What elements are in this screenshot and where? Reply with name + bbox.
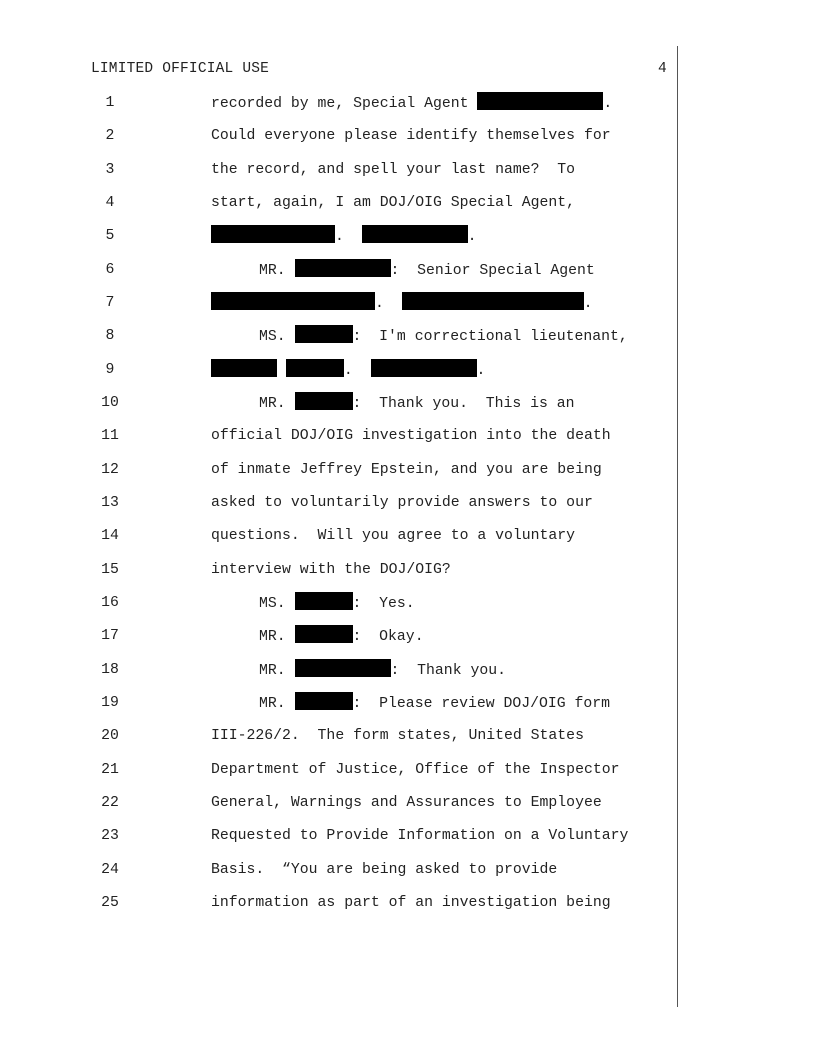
transcript-line [0,459,816,481]
text-run: MR. [259,395,295,412]
transcript-line [0,359,816,381]
text-run: MR. [259,629,295,646]
text-run: official DOJ/OIG investigation into the death [211,428,611,445]
line-number: 20 [101,728,119,745]
text-run: information as part of an investigation being [211,894,611,911]
text-run: start, again, I am DOJ/OIG Special Agent, [211,194,576,211]
text-run: : Senior Special Agent [390,262,595,279]
page-number: 4 [658,61,667,77]
line-text [211,825,628,847]
line-text [211,892,611,914]
text-run: : I'm correctional lieutenant, [352,329,628,346]
line-number: 4 [105,194,115,211]
redaction-box [295,659,391,677]
transcript-line [0,225,816,247]
text-run: Department of Justice, Office of the Inspector [211,761,620,778]
redaction-box [362,225,468,243]
line-text [211,292,593,315]
text-run: asked to voluntarily provide answers to our [211,494,593,511]
text-run: questions. Will you agree to a voluntary [211,528,576,545]
line-text [211,492,593,514]
line-text [211,159,575,181]
transcript-line [0,159,816,181]
page-header-left: LIMITED OFFICIAL USE [91,61,270,77]
line-text [259,625,424,648]
line-text [259,392,575,415]
line-text [259,692,610,715]
line-text [211,425,611,447]
line-number: 25 [101,894,119,911]
text-run: : Yes. [352,595,415,612]
line-number: 11 [101,428,119,445]
transcript-line [0,392,816,414]
text-run: . [583,295,593,312]
redaction-box [295,625,353,643]
redaction-box [402,292,584,310]
line-text [211,525,575,547]
redaction-box [371,359,477,377]
line-text [259,259,595,282]
line-text [259,592,415,615]
text-run: the record, and spell your last name? To [211,161,576,178]
transcript-line [0,492,816,514]
text-run: . [467,229,477,246]
transcript-line [0,859,816,881]
text-run: . [375,295,402,312]
text-run: III-226/2. The form states, United States [211,728,584,745]
redaction-box [286,359,344,377]
line-number: 8 [105,328,115,345]
text-run: MS. [259,595,295,612]
line-number: 14 [101,528,119,545]
text-run: Basis. “You are being asked to provide [211,861,558,878]
transcript-line [0,525,816,547]
line-text [211,859,557,881]
line-number: 21 [101,761,119,778]
transcript-line [0,325,816,347]
text-run: . [476,362,486,379]
transcript-line [0,725,816,747]
text-run: Could everyone please identify themselves for [211,128,611,145]
text-run: : Thank you. This is an [352,395,575,412]
transcript-line [0,559,816,581]
transcript-line [0,792,816,814]
line-number: 24 [101,861,119,878]
redaction-box [211,292,375,310]
redaction-box [295,392,353,410]
text-run: interview with the DOJ/OIG? [211,561,451,578]
line-number: 7 [105,294,115,311]
line-number: 16 [101,594,119,611]
line-number: 1 [105,95,115,111]
line-number: 13 [101,494,119,511]
text-run: . [343,362,371,379]
transcript-line [0,259,816,281]
text-run: General, Warnings and Assurances to Employee [211,794,602,811]
line-number: 22 [101,794,119,811]
transcript-line [0,892,816,914]
transcript-line [0,625,816,647]
transcript-line [0,425,816,447]
line-number: 19 [101,694,119,711]
line-number: 23 [101,828,119,845]
transcript-line [0,292,816,314]
text-run: : Please review DOJ/OIG form [352,695,611,712]
line-number: 18 [101,661,119,678]
line-number: 9 [105,361,115,378]
line-text [259,325,628,348]
transcript-line [0,192,816,214]
line-text [211,125,611,147]
text-run: recorded by me, Special Agent [211,96,478,112]
line-text [211,359,485,382]
line-number: 6 [105,261,115,278]
transcript-line [0,692,816,714]
transcript-line [0,92,816,114]
transcript-line [0,825,816,847]
line-text [259,659,506,682]
text-run: . [335,229,362,246]
line-number: 17 [101,628,119,645]
line-number: 3 [105,161,115,178]
line-text [211,92,612,115]
redaction-box [211,225,335,243]
text-run: Requested to Provide Information on a Voluntary [211,828,629,845]
text-run [277,363,286,379]
text-run: : Okay. [352,629,424,646]
redaction-box [211,359,277,377]
text-run: : Thank you. [390,662,506,679]
transcript-line [0,592,816,614]
line-text [211,725,584,747]
line-text [211,559,451,581]
redaction-box [477,92,603,110]
line-text [211,792,602,814]
transcript-line [0,125,816,147]
transcript-line [0,759,816,781]
text-run: . [603,96,613,112]
line-number: 12 [101,461,119,478]
text-run: of inmate Jeffrey Epstein, and you are being [211,461,602,478]
redaction-box [295,592,353,610]
line-number: 15 [101,561,119,578]
text-run: MR. [259,262,295,279]
line-number: 10 [101,394,119,411]
line-text [211,192,575,214]
text-run: MR. [259,695,295,712]
line-number: 2 [105,128,115,145]
text-run: MS. [259,329,295,346]
redaction-box [295,325,353,343]
line-text [211,459,602,481]
redaction-box [295,259,391,277]
line-text [211,225,477,248]
text-run: MR. [259,662,295,679]
line-number: 5 [105,228,115,245]
line-text [211,759,619,781]
transcript-line [0,659,816,681]
redaction-box [295,692,353,710]
